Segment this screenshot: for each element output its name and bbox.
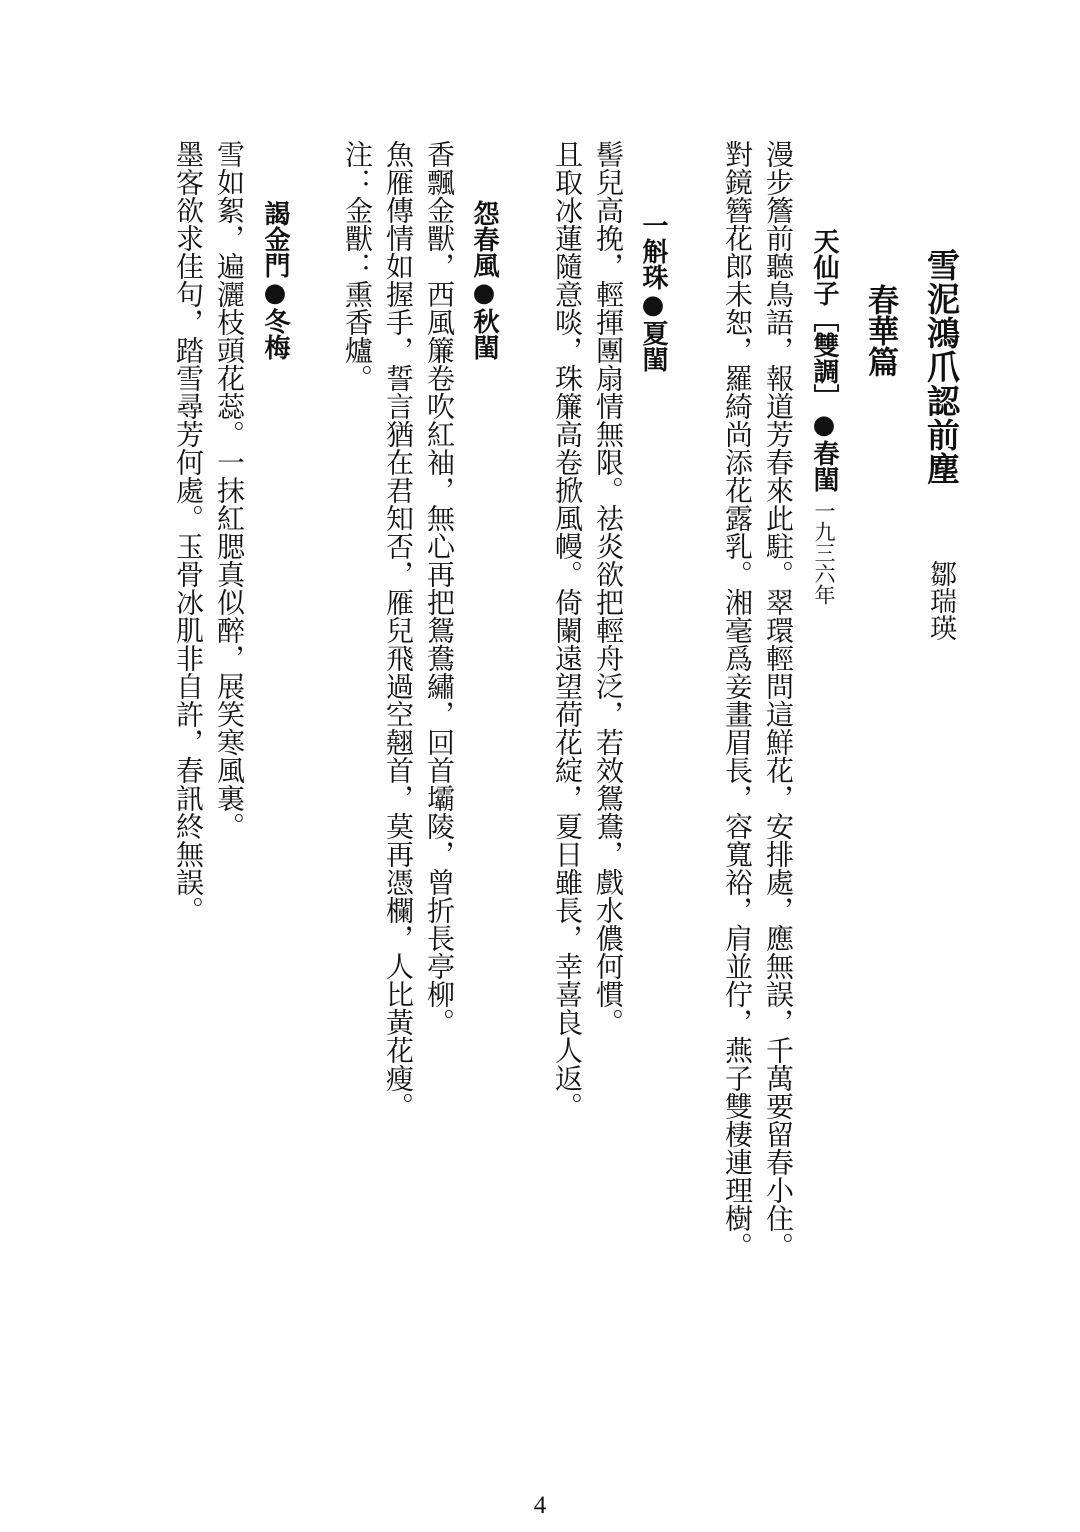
poem-heading: 一斛珠●夏閨	[638, 212, 668, 372]
poem-heading	[811, 228, 837, 605]
poem-line: 魚雁傳情如握手，誓言猶在君知否，雁兒飛過空翹首，莫再憑欄，人比黃花瘦。	[382, 140, 415, 1120]
poem-line: 香飄金獸，西風簾卷吹紅袖，無心再把鴛鴦繡，回首壩陵，曾折長亭柳。	[423, 140, 456, 1036]
poem-note: 注：金獸：熏香爐。	[341, 140, 374, 392]
poem-line: 墨客欲求佳句，踏雪尋芳何處。玉骨冰肌非自許，春訊終無誤。	[172, 140, 205, 924]
poem-heading-text: 天仙子［雙調］●春閨	[809, 228, 839, 492]
section-title: 春華篇	[862, 284, 898, 377]
poem-line: 髻兒高挽，輕揮團扇情無限。祛炎欲把輕舟泛，若效鴛鴦，戲水儂何慣。	[592, 140, 625, 1036]
poem-line: 雪如絮，遍灑枝頭花蕊。一抹紅腮真似醉，展笑寒風裏。	[213, 140, 246, 840]
poem-heading: 怨春風●秋閨	[469, 200, 499, 360]
author-name: 鄒瑞瑛	[925, 560, 956, 641]
poem-heading: 謁金門●冬梅	[260, 200, 290, 360]
poem-year: 一九三六年	[812, 500, 836, 605]
page-title: 雪泥鴻爪認前塵	[922, 248, 961, 486]
poem-line: 對鏡簪花郎未恕，羅綺尚添花露乳。湘毫爲妾畫眉長，容寬裕，肩並佇，燕子雙棲連理樹。	[721, 140, 754, 1260]
page-number: 4	[533, 1492, 547, 1519]
poem-line: 漫步簷前聽鳥語，報道芳春來此駐。翠環輕問這鮮花，安排處，應無誤，千萬要留春小住。	[762, 140, 795, 1260]
poem-line: 且取冰蓮隨意啖，珠簾高卷掀風幔。倚闌遠望荷花綻，夏日雖長，幸喜良人返。	[551, 140, 584, 1120]
